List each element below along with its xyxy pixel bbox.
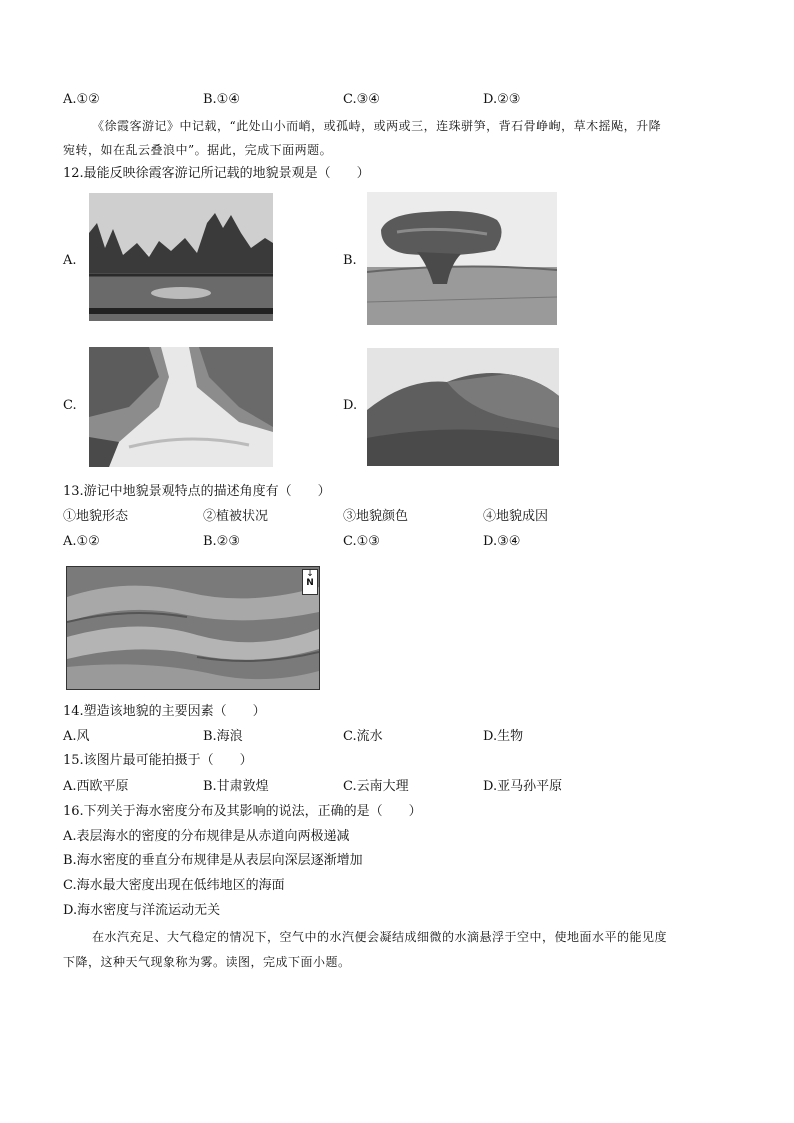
photo-mushroom-rock xyxy=(367,192,557,325)
q13-option-b: B.②③ xyxy=(203,534,240,549)
q15-option-d: D.亚马孙平原 xyxy=(483,779,563,794)
north-label: N xyxy=(306,578,314,588)
q15-stem: 15.该图片最可能拍摄于（ ） xyxy=(63,753,253,768)
photo-karst-peaks xyxy=(89,193,273,321)
photo-valley-fan xyxy=(89,347,273,467)
q16-option-d: D.海水密度与洋流运动无关 xyxy=(63,903,221,918)
q12-label-a: A. xyxy=(63,253,77,268)
q14-option-a: A.风 xyxy=(63,729,90,744)
fog-passage-line-2: 下降，这种天气现象称为雾。读图，完成下面小题。 xyxy=(63,955,351,969)
photo-aerial-ridges xyxy=(66,566,320,690)
passage-line-1: 《徐霞客游记》中记载，“此处山小而峭，或孤峙，或两或三，连珠骈笋，背石骨峥峋，草木摇飐，升降 xyxy=(92,119,662,133)
q12-label-c: C. xyxy=(63,398,77,413)
q13-item-4: ④地貌成因 xyxy=(483,509,549,524)
q13-item-1: ①地貌形态 xyxy=(63,509,129,524)
q14-option-d: D.生物 xyxy=(483,729,524,744)
q12-label-b: B. xyxy=(343,253,357,268)
q11-option-a: A.①② xyxy=(63,92,100,107)
q12-label-d: D. xyxy=(343,398,358,413)
q14-option-c: C.流水 xyxy=(343,729,383,744)
north-arrow-box xyxy=(302,569,318,595)
passage-line-2: 宛转，如在乱云叠浪中”。据此，完成下面两题。 xyxy=(63,143,333,157)
q13-option-c: C.①③ xyxy=(343,534,380,549)
q13-stem: 13.游记中地貌景观特点的描述角度有（ ） xyxy=(63,484,331,499)
q16-stem: 16.下列关于海水密度分布及其影响的说法，正确的是（ ） xyxy=(63,804,422,819)
q16-option-a: A.表层海水的密度的分布规律是从赤道向两极递减 xyxy=(63,829,350,844)
q13-item-2: ②植被状况 xyxy=(203,509,269,524)
q13-option-a: A.①② xyxy=(63,534,100,549)
q12-stem: 12.最能反映徐霞客游记所记载的地貌景观是（ ） xyxy=(63,166,370,181)
q16-option-c: C.海水最大密度出现在低纬地区的海面 xyxy=(63,878,285,893)
q11-option-c: C.③④ xyxy=(343,92,380,107)
photo-dunes xyxy=(367,348,559,466)
q14-option-b: B.海浪 xyxy=(203,729,243,744)
fog-passage-line-1: 在水汽充足、大气稳定的情况下，空气中的水汽便会凝结成细微的水滴悬浮于空中，使地面水平的能见度 xyxy=(92,930,668,944)
q15-option-a: A.西欧平原 xyxy=(63,779,129,794)
q16-option-b: B.海水密度的垂直分布规律是从表层向深层逐渐增加 xyxy=(63,853,363,868)
q13-option-d: D.③④ xyxy=(483,534,521,549)
q15-option-b: B.甘肃敦煌 xyxy=(203,779,269,794)
north-arrow-icon: ↓ xyxy=(306,569,314,579)
q13-item-3: ③地貌颜色 xyxy=(343,509,409,524)
q15-option-c: C.云南大理 xyxy=(343,779,409,794)
q11-option-b: B.①④ xyxy=(203,92,240,107)
q11-option-d: D.②③ xyxy=(483,92,521,107)
q14-stem: 14.塑造该地貌的主要因素（ ） xyxy=(63,704,266,719)
